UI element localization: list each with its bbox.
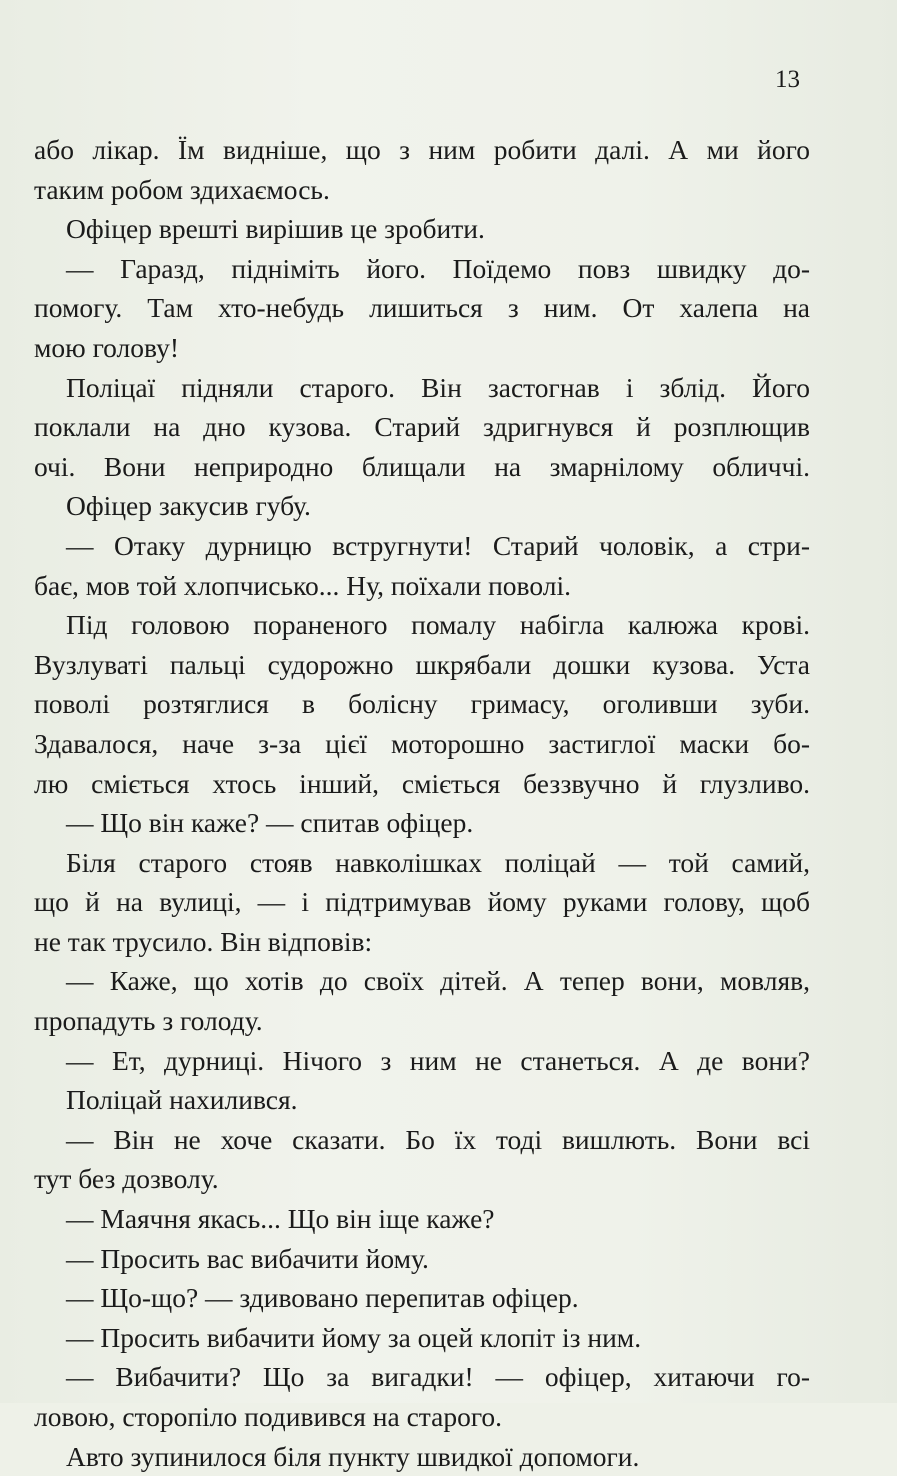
text-line: Поліцай нахилився.	[66, 1084, 298, 1116]
text-line: мою голову!	[34, 331, 179, 363]
text-line: Поліцаї підняли старого. Він застогнав і зблід. Його	[66, 371, 810, 403]
text-line: — Що він каже? — спитав офіцер.	[66, 807, 474, 839]
text-line: — Отаку дурницю встругнути! Старий чоловік, а стри-	[66, 529, 810, 561]
text-line: помогу. Там хто-небудь лишиться з ним. От халепа на	[34, 292, 810, 324]
text-line: Вузлуваті пальці судорожно шкрябали дошки кузова. Уста	[34, 648, 810, 680]
text-line: — Ет, дурниці. Нічого з ним не станеться. А де вони?	[66, 1044, 810, 1076]
text-line: — Маячня якась... Що він іще каже?	[66, 1203, 495, 1235]
body-text	[34, 130, 810, 1476]
text-line: ловою, сторопіло подивився на старого.	[34, 1401, 503, 1432]
text-line: Здавалося, наче з-за цієї моторошно застиглої маски бо-	[34, 727, 810, 759]
text-line: — Гаразд, підніміть його. Поїдемо повз швидку до-	[66, 252, 810, 284]
text-line: — Просить вас вибачити йому.	[66, 1242, 429, 1274]
text-line: — Він не хоче сказати. Бо їх тоді вишлють. Вони всі	[66, 1123, 810, 1155]
text-line: — Що-що? — здивовано перепитав офіцер.	[66, 1282, 579, 1314]
text-line: — Каже, що хотів до своїх дітей. А тепер вони, мовляв,	[66, 965, 810, 997]
text-line: — Просить вибачити йому за оцей клопіт із ним.	[66, 1321, 642, 1353]
page-number: 13	[775, 66, 800, 93]
text-line: Біля старого стояв навколішках поліцай — той самий,	[66, 846, 810, 878]
text-line: Під головою пораненого помалу набігла калюжа крові.	[66, 609, 810, 641]
text-line: Авто зупинилося біля пункту швидкої допомоги.	[66, 1440, 640, 1472]
text-line: тут без дозволу.	[34, 1163, 219, 1195]
text-line: таким робом здихаємось.	[34, 173, 330, 205]
text-line: очі. Вони неприродно блищали на змарнілому обличчі.	[34, 450, 810, 482]
text-line: пропадуть з голоду.	[34, 1005, 263, 1037]
text-line: поволі розтяглися в болісну гримасу, оголивши зуби.	[34, 688, 810, 720]
text-line: Офіцер врешті вирішив це зробити.	[66, 213, 485, 245]
text-line: — Вибачити? Що за вигадки! — офіцер, хитаючи го-	[66, 1361, 810, 1393]
text-line: або лікар. Їм видніше, що з ним робити далі. А ми його	[34, 134, 810, 165]
text-line: Офіцер закусив губу.	[66, 490, 311, 522]
text-line: бає, мов той хлопчисько... Ну, поїхали поволі.	[34, 569, 571, 601]
text-line: поклали на дно кузова. Старий здригнувся й розплющив	[34, 411, 810, 443]
text-line: що й на вулиці, — і підтримував йому руками голову, щоб	[34, 886, 810, 918]
text-line: лю сміється хтось інший, сміється беззвучно й глузливо.	[34, 767, 810, 799]
text-line: не так трусило. Він відповів:	[34, 925, 373, 957]
